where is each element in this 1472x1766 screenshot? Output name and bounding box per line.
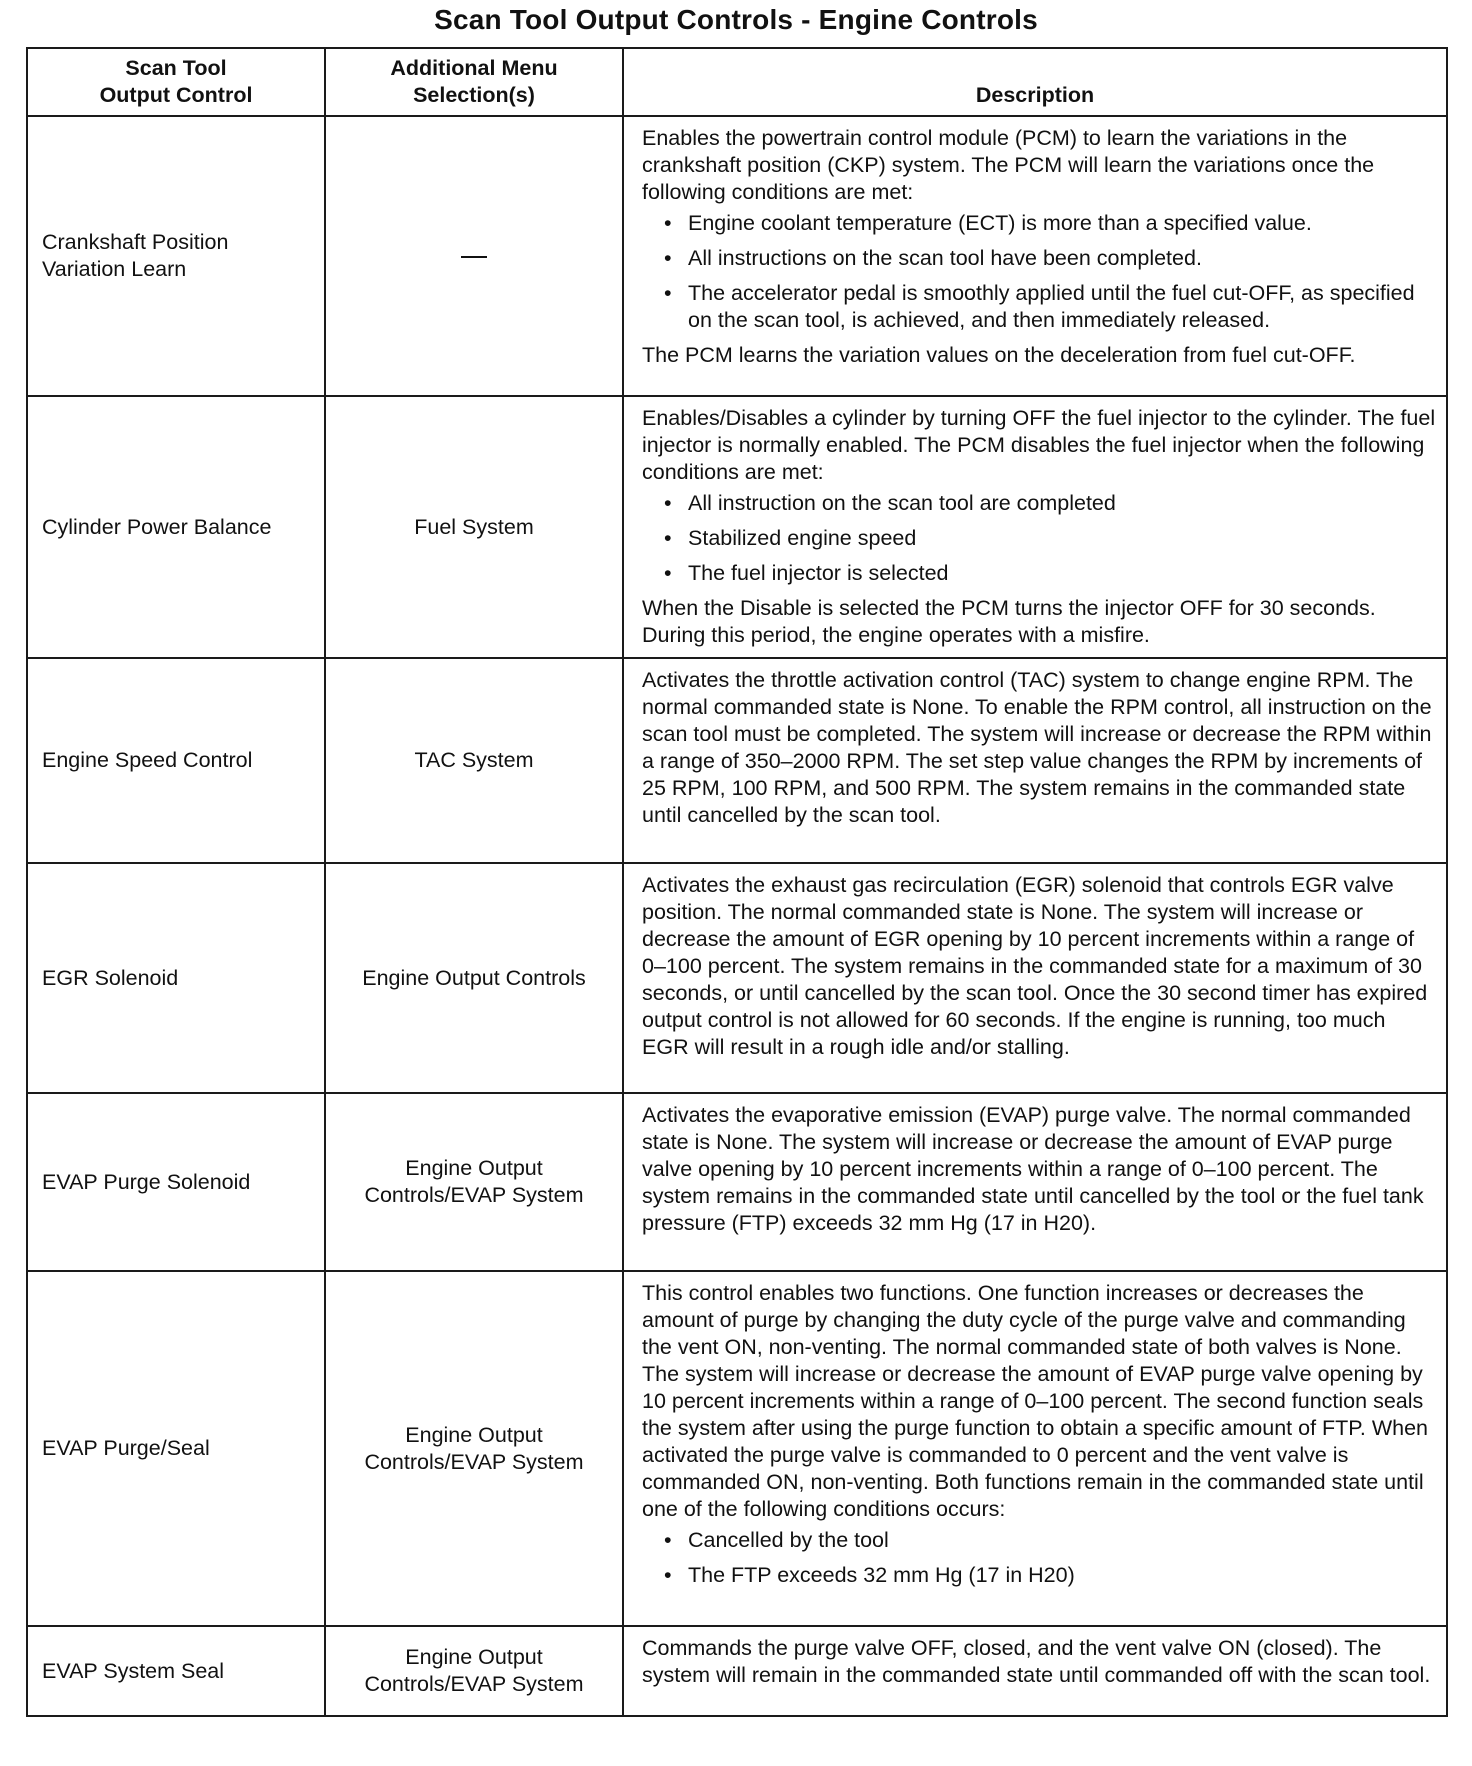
- header-row: [27, 48, 1447, 116]
- control-name-cell: [27, 863, 325, 1093]
- menu-selection: Engine Output Controls/EVAP System: [364, 1422, 584, 1474]
- description-cell: [623, 658, 1447, 863]
- table-row: [27, 1626, 1447, 1716]
- menu-selection-cell: [325, 863, 623, 1093]
- table-row: [27, 863, 1447, 1093]
- header-description: Description: [623, 48, 1447, 116]
- menu-selection-cell: [325, 1093, 623, 1271]
- list-item: • The FTP exceeds 32 mm Hg (17 in H20): [688, 1562, 1436, 1589]
- description-text: Activates the throttle activation control (TAC) system to change engine RPM. The normal commanded state is None. To enable the RPM control, all instruction on the scan tool must be completed. The system will increase or decrease the RPM within a range of 350–2000 RPM. The set step value changes the RPM by increments of 25 RPM, 100 RPM, and 500 RPM. The system remains in the commanded state until cancelled by the scan tool.: [642, 668, 1432, 827]
- list-item: • The fuel injector is selected: [688, 560, 1436, 587]
- control-name: EVAP Purge Solenoid: [42, 1169, 251, 1194]
- control-name: Crankshaft Position: [42, 230, 229, 254]
- condition-list: [642, 490, 1436, 587]
- description-outro: When the Disable is selected the PCM turns the injector OFF for 30 seconds. During this period, the engine operates with a misfire.: [642, 596, 1376, 647]
- table-row: [27, 396, 1447, 658]
- menu-selection: Engine Output Controls/EVAP System: [364, 1156, 584, 1207]
- description-intro: Enables the powertrain control module (PCM) to learn the variations in the crankshaft position (CKP) system. The PCM will learn the variations once the following conditions are met:: [642, 126, 1375, 204]
- menu-selection-cell: [325, 1626, 623, 1716]
- condition-list: [642, 1527, 1436, 1589]
- header-output-control: [27, 48, 325, 116]
- description-cell: [623, 1626, 1447, 1716]
- header-menu-selection-line-2: Selection(s): [413, 83, 535, 107]
- header-output-control-line-2: Output Control: [99, 83, 253, 107]
- description-text: Activates the exhaust gas recirculation (EGR) solenoid that controls EGR valve position. The normal commanded state is None. The system will increase or decrease the amount of EGR opening by 10 percent increments within a range of 0–100 percent. The system remains in the commanded state for a maximum of 30 seconds, or until cancelled by the scan tool. Once the 30 second timer has expired output control is not allowed for 60 seconds. If the engine is running, too much EGR will result in a rough idle and/or stalling.: [642, 873, 1428, 1059]
- control-name: Engine Speed Control: [42, 748, 253, 772]
- control-name: Variation Learn: [42, 257, 187, 281]
- list-item: • Cancelled by the tool: [688, 1527, 1436, 1554]
- menu-selection: Engine Output Controls/EVAP System: [364, 1645, 584, 1696]
- header-menu-selection-line-1: Additional Menu: [390, 56, 558, 80]
- table-row: [27, 116, 1447, 396]
- list-item: • Engine coolant temperature (ECT) is more than a specified value.: [688, 210, 1436, 237]
- empty-dash: [461, 256, 487, 258]
- control-name-cell: [27, 658, 325, 863]
- description-cell: [623, 1093, 1447, 1271]
- menu-selection-cell: [325, 1271, 623, 1626]
- control-name: Cylinder Power Balance: [42, 514, 272, 539]
- menu-selection: TAC System: [414, 748, 534, 772]
- control-name: EVAP Purge/Seal: [42, 1436, 210, 1460]
- list-item: • All instructions on the scan tool have been completed.: [688, 245, 1436, 272]
- description-cell: [623, 863, 1447, 1093]
- menu-selection-cell: [325, 658, 623, 863]
- list-item: • All instruction on the scan tool are completed: [688, 490, 1436, 517]
- description-cell: [623, 116, 1447, 396]
- description-text: Commands the purge valve OFF, closed, and the vent valve ON (closed). The system will remain in the commanded state until commanded off with the scan tool.: [642, 1636, 1431, 1687]
- control-name-cell: [27, 1626, 325, 1716]
- table-row: [27, 1093, 1447, 1271]
- control-name-cell: [27, 116, 325, 396]
- control-name: EGR Solenoid: [42, 965, 179, 990]
- page-title: Scan Tool Output Controls - Engine Controls: [434, 4, 1038, 35]
- menu-selection: Engine Output Controls: [362, 965, 586, 990]
- description-intro: Enables/Disables a cylinder by turning OFF the fuel injector to the cylinder. The fuel injector is normally enabled. The PCM disables the fuel injector when the following conditions are met:: [642, 406, 1436, 484]
- condition-list: [642, 210, 1436, 334]
- table-row: [27, 658, 1447, 863]
- description-cell: [623, 1271, 1447, 1626]
- list-item: • The accelerator pedal is smoothly applied until the fuel cut-OFF, as specified on the scan tool, is achieved, and then immediately released.: [688, 280, 1436, 334]
- control-name: EVAP System Seal: [42, 1658, 225, 1683]
- description-intro: This control enables two functions. One function increases or decreases the amount of purge by changing the duty cycle of the purge valve and commanding the vent ON, non-venting. The normal commanded state of both valves is None. The system will increase or decrease the amount of EVAP purge valve opening by 10 percent increments within a range of 0–100 percent. The second function seals the system after using the purge function to obtain a specific amount of FTP. When activated the purge valve is commanded to 0 percent and the vent valve is commanded ON, non-venting. Both functions remain in the commanded state until one of the following conditions occurs:: [642, 1281, 1428, 1521]
- description-outro: The PCM learns the variation values on the deceleration from fuel cut-OFF.: [642, 343, 1356, 367]
- menu-selection-cell: [325, 396, 623, 658]
- menu-selection: Fuel System: [414, 514, 534, 539]
- description-cell: [623, 396, 1447, 658]
- table-row: [27, 1271, 1447, 1626]
- description-text: Activates the evaporative emission (EVAP) purge valve. The normal commanded state is None. The system will increase or decrease the amount of EVAP purge valve opening by 10 percent increments within a range of 0–100 percent. The system remains in the commanded state until cancelled by the tool or the fuel tank pressure (FTP) exceeds 32 mm Hg (17 in H20).: [642, 1103, 1424, 1235]
- menu-selection-cell: [325, 116, 623, 396]
- output-controls-table: [26, 47, 1448, 1717]
- header-output-control-line-1: Scan Tool: [125, 56, 227, 80]
- control-name-cell: [27, 1093, 325, 1271]
- list-item: • Stabilized engine speed: [688, 525, 1436, 552]
- header-menu-selection: [325, 48, 623, 116]
- control-name-cell: [27, 1271, 325, 1626]
- control-name-cell: [27, 396, 325, 658]
